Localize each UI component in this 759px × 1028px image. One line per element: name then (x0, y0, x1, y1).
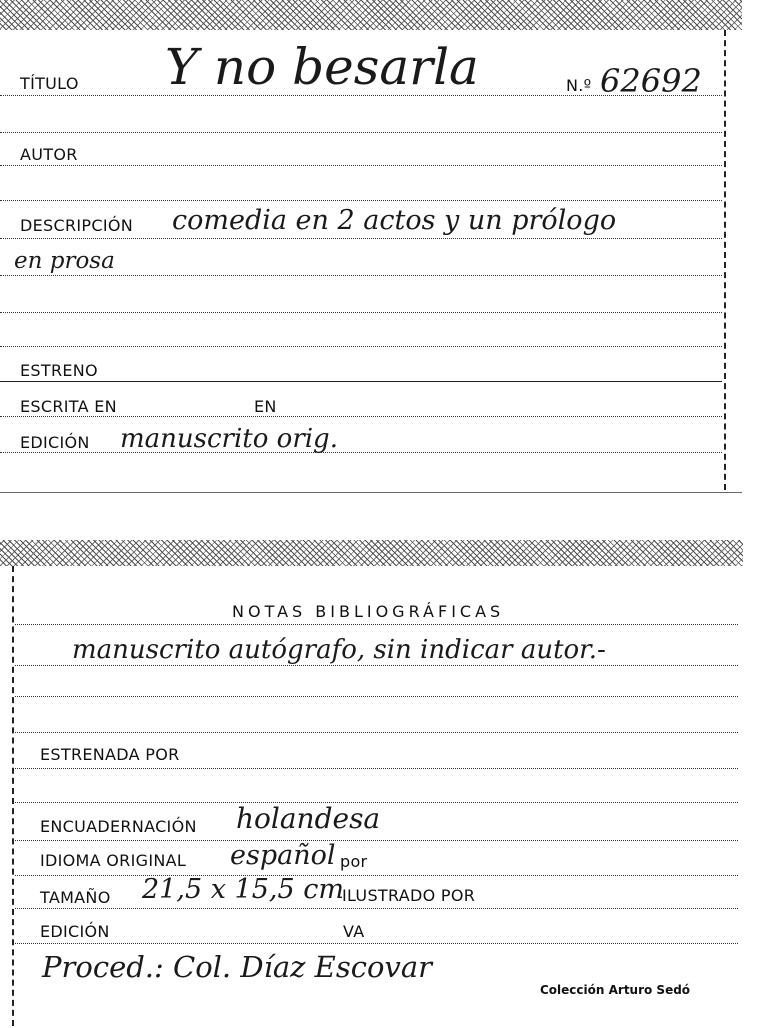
titulo-label: TÍTULO (20, 74, 79, 93)
idioma-original-value: español (230, 840, 336, 871)
rule-line (15, 908, 738, 909)
rule-line (0, 238, 722, 239)
catalog-card-top (0, 0, 742, 492)
rule-line (15, 624, 738, 625)
rule-line (0, 452, 722, 453)
tamano-label: TAMAÑO (40, 888, 111, 907)
rule-line (15, 875, 738, 876)
edicion-value: manuscrito orig. (120, 424, 338, 454)
en-label: EN (254, 397, 277, 416)
card-right-border (724, 30, 728, 490)
numero-label: N.º (566, 76, 592, 95)
rule-line (15, 696, 738, 697)
rule-line (15, 768, 738, 769)
card-torn-edge (0, 540, 743, 566)
card-separator (0, 492, 742, 493)
catalog-card-bottom (10, 540, 743, 1028)
collection-credit: Colección Arturo Sedó (540, 983, 691, 997)
descripcion-value-line1: comedia en 2 actos y un prólogo (172, 205, 617, 236)
rule-line (0, 346, 722, 347)
rule-line (0, 381, 722, 382)
titulo-value: Y no besarla (165, 38, 479, 96)
estreno-label: ESTRENO (20, 361, 98, 380)
estrenada-por-label: ESTRENADA POR (40, 745, 180, 764)
edicion-label: EDICIÓN (20, 433, 90, 452)
ilustrado-por-label: ILUSTRADO POR (342, 886, 476, 905)
rule-line (15, 840, 738, 841)
rule-line (0, 165, 722, 166)
autor-label: AUTOR (20, 145, 78, 164)
tamano-value: 21,5 x 15,5 cm (142, 874, 344, 905)
escrita-en-label: ESCRITA EN (20, 397, 117, 416)
encuadernacion-value: holandesa (236, 802, 381, 835)
descripcion-value-line2: en prosa (14, 248, 115, 274)
rule-line (0, 275, 722, 276)
por-label: por (340, 852, 368, 871)
encuadernacion-label: ENCUADERNACIÓN (40, 817, 197, 836)
notas-bibliograficas-heading: NOTAS BIBLIOGRÁFICAS (232, 602, 505, 621)
rule-line (0, 132, 722, 133)
notas-value: manuscrito autógrafo, sin indicar autor.- (72, 635, 606, 665)
va-label: VA (343, 922, 365, 941)
numero-value: 62692 (600, 62, 702, 100)
card-torn-edge (0, 0, 742, 30)
rule-line (0, 312, 722, 313)
descripcion-label: DESCRIPCIÓN (20, 216, 133, 235)
procedencia-value: Proced.: Col. Díaz Escovar (42, 950, 432, 984)
rule-line (15, 732, 738, 733)
edicion-label: EDICIÓN (40, 922, 110, 941)
rule-line (0, 416, 722, 417)
idioma-original-label: IDIOMA ORIGINAL (40, 851, 187, 870)
card-left-border (12, 566, 16, 1026)
rule-line (15, 665, 738, 666)
rule-line (0, 200, 722, 201)
rule-line (15, 943, 738, 944)
